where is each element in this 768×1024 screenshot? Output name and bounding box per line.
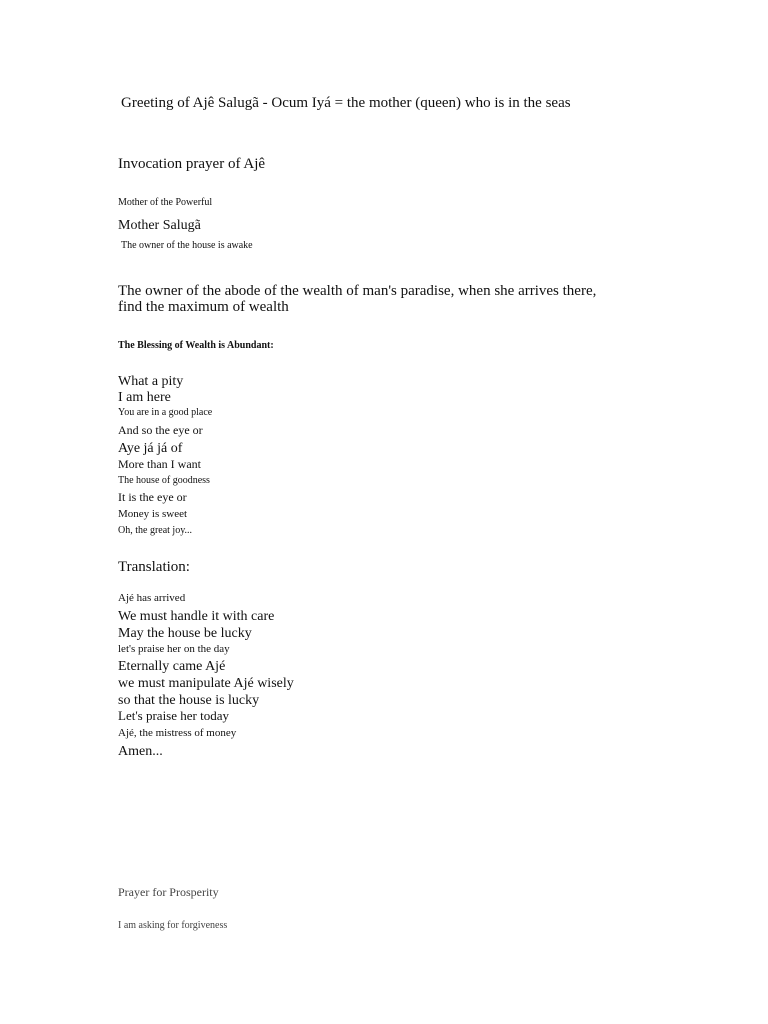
blessing-line: Oh, the great joy... [118, 525, 193, 536]
invocation-heading: Invocation prayer of Ajê [118, 156, 266, 172]
prosperity-line: I am asking for forgiveness [118, 920, 228, 931]
translation-line: We must handle it with care [118, 609, 275, 624]
translation-line: we must manipulate Ajé wisely [118, 676, 294, 691]
blessing-line: More than I want [118, 457, 201, 471]
prosperity-heading: Prayer for Prosperity [118, 885, 219, 899]
wealth-paragraph: The owner of the abode of the wealth of man's paradise, when she arrives there, find the maximum of wealth [118, 283, 597, 315]
translation-line: so that the house is lucky [118, 693, 260, 708]
translation-line: Amen... [118, 744, 163, 759]
translation-line: Ajé has arrived [118, 592, 186, 604]
document-title: Greeting of Ajê Salugã - Ocum Iyá = the mother (queen) who is in the seas [121, 95, 571, 111]
translation-line: let's praise her on the day [118, 643, 230, 655]
blessing-heading: The Blessing of Wealth is Abundant: [118, 340, 274, 351]
translation-line: Eternally came Ajé [118, 659, 226, 674]
invocation-line: The owner of the house is awake [121, 240, 253, 251]
blessing-line: Aye já já of [118, 441, 183, 456]
translation-line: May the house be lucky [118, 626, 252, 641]
blessing-line: It is the eye or [118, 490, 187, 504]
blessing-line: Money is sweet [118, 508, 188, 520]
blessing-line: The house of goodness [118, 475, 210, 486]
translation-line: Let's praise her today [118, 708, 229, 723]
blessing-line: You are in a good place [118, 407, 213, 418]
invocation-line: Mother Salugã [118, 218, 201, 233]
translation-heading: Translation: [118, 559, 190, 575]
translation-line: Ajé, the mistress of money [118, 727, 237, 739]
blessing-line: What a pity [118, 374, 184, 389]
blessing-line: I am here [118, 390, 171, 405]
invocation-line: Mother of the Powerful [118, 197, 213, 208]
blessing-line: And so the eye or [118, 423, 203, 437]
